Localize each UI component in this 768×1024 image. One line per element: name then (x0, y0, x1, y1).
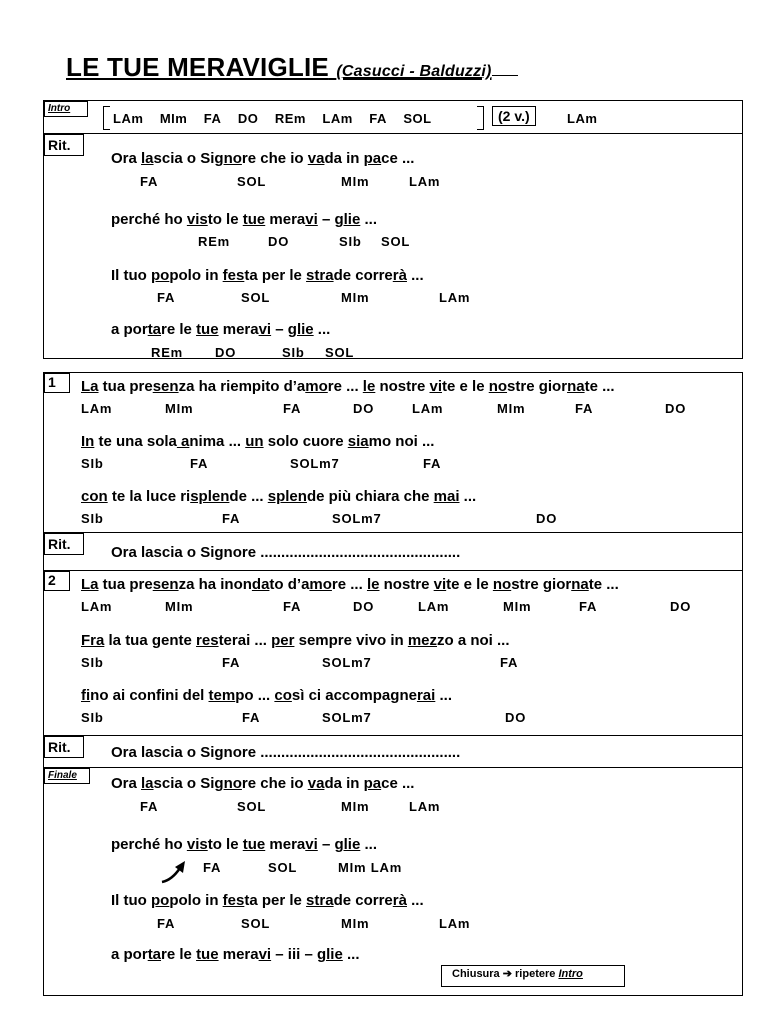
chord: FA (500, 655, 519, 670)
repeat-count-box (492, 106, 536, 126)
chord: MIm (165, 599, 194, 614)
chord: FA (579, 599, 598, 614)
chord: LAm (81, 599, 113, 614)
chord: SOLm7 (290, 456, 340, 471)
intro-chord: SOL (403, 111, 432, 126)
rit-repeat-2-text: Ora lascia o Signore ................................................ (111, 744, 461, 761)
verse1-number-tag (44, 373, 70, 393)
repeat-bracket-close (477, 106, 484, 130)
rit-repeat-1-tag-label: Rit. (48, 536, 71, 552)
chord: FA (203, 860, 222, 875)
rit-repeat-1-text: Ora lascia o Signore ................................................ (111, 544, 461, 561)
chord: LAm (81, 401, 113, 416)
lyric-line: perché ho visto le tue meravi – glie ... (111, 211, 377, 228)
lyric-line: La tua presenza ha riempito d’amore ... le nostre vite e le nostre giornate ... (81, 378, 615, 395)
arrow-right-icon: ➔ (502, 968, 512, 980)
chord: REm (198, 234, 231, 249)
chord: FA (222, 511, 241, 526)
chord: MIm (341, 916, 370, 931)
chord: DO (505, 710, 527, 725)
chord: SOL (381, 234, 411, 249)
chord-line (0, 174, 700, 190)
intro-chord: REm (274, 111, 306, 126)
intro-chord: DO (237, 111, 259, 126)
chord: LAm (412, 401, 444, 416)
chord: FA (423, 456, 442, 471)
chord: DO (215, 345, 237, 360)
chord: SOLm7 (332, 511, 382, 526)
chord-line (0, 655, 700, 671)
lyric-line: Fra la tua gente resterai ... per sempre vivo in mezzo a noi ... (81, 632, 510, 649)
chord: SOL (325, 345, 355, 360)
chord-line (0, 234, 700, 250)
chord-line (0, 511, 700, 527)
title-text: LE TUE MERAVIGLIE (66, 52, 329, 82)
chord: DO (353, 401, 375, 416)
chord-line (0, 290, 700, 306)
chord: DO (665, 401, 687, 416)
chord: DO (670, 599, 692, 614)
closing-text: ripetere (515, 968, 556, 980)
rit-repeat-2-tag (44, 736, 84, 758)
chord: MIm (341, 290, 370, 305)
ritornello-tag (44, 134, 84, 156)
chord: SOL (241, 290, 271, 305)
intro-tag (44, 101, 88, 117)
chord: MIm (341, 174, 370, 189)
lyric-line: Il tuo popolo in festa per le strade correrà ... (111, 267, 424, 284)
chord: REm (151, 345, 184, 360)
verse1-section (43, 372, 743, 533)
chord: MIm (503, 599, 532, 614)
chord: LAm (439, 290, 471, 305)
verse2-number: 2 (48, 572, 56, 588)
chord: FA (242, 710, 261, 725)
intro-chord: MIm (159, 111, 188, 126)
intro-chord: LAm (322, 111, 353, 126)
intro-chord: LAm (113, 111, 144, 126)
chord: FA (140, 174, 159, 189)
lyric-line: a portare le tue meravi – glie ... (111, 321, 331, 338)
chord: SIb (339, 234, 362, 249)
chord: SOL (237, 799, 267, 814)
intro-chord: FA (203, 111, 222, 126)
chord: SIb (81, 511, 104, 526)
lyric-line: a portare le tue meravi – iii – glie ... (111, 946, 360, 963)
chord-line (0, 345, 700, 361)
closing-instruction (441, 965, 625, 987)
lyric-line: Ora lascia o Signore che io vada in pace ... (111, 775, 415, 792)
chord: FA (157, 916, 176, 931)
song-authors: (Casucci - Balduzzi) (336, 63, 492, 80)
lyric-line: In te una sola anima ... un solo cuore siamo noi ... (81, 433, 435, 450)
chord: MIm (497, 401, 526, 416)
chord: SOL (268, 860, 298, 875)
repeat-count: (2 v.) (498, 108, 530, 124)
chord: MIm (341, 799, 370, 814)
chord-line (0, 860, 700, 876)
chord-line (0, 456, 700, 472)
rit-repeat-2-tag-label: Rit. (48, 739, 71, 755)
lyric-line: La tua presenza ha inondato d’amore ... le nostre vite e le nostre giornate ... (81, 576, 619, 593)
intro-after-chord: LAm (567, 111, 598, 126)
chord: FA (140, 799, 159, 814)
chord: SIb (81, 456, 104, 471)
chord: FA (575, 401, 594, 416)
chord: LAm (439, 916, 471, 931)
closing-target: Intro (558, 968, 583, 980)
closing-label: Chiusura (452, 968, 500, 980)
lyric-line: Ora lascia o Signore che io vada in pace ... (111, 150, 415, 167)
chord: SIb (81, 655, 104, 670)
chord: SIb (81, 710, 104, 725)
chord-line (0, 599, 700, 615)
finale-tag-label: Finale (48, 770, 77, 781)
chord: SOL (237, 174, 267, 189)
finale-tag (44, 768, 90, 784)
chord: SOLm7 (322, 710, 372, 725)
lyric-line: con te la luce risplende ... splende più chiara che mai ... (81, 488, 477, 505)
chord: FA (222, 655, 241, 670)
chord: LAm (409, 799, 441, 814)
title-underline (492, 74, 518, 76)
chord: DO (268, 234, 290, 249)
intro-chord: FA (369, 111, 387, 126)
chord: FA (190, 456, 209, 471)
verse1-number: 1 (48, 374, 56, 390)
intro-chords (113, 111, 432, 126)
chord: FA (283, 401, 302, 416)
chord: DO (353, 599, 375, 614)
chord: FA (157, 290, 176, 305)
chord-line (0, 710, 700, 726)
curved-arrow-icon (158, 858, 194, 886)
intro-tag-label: Intro (48, 103, 71, 114)
chord: MIm LAm (338, 860, 403, 875)
chord: SIb (282, 345, 305, 360)
song-title (66, 52, 518, 83)
chord-line (0, 916, 700, 932)
lyric-line: perché ho visto le tue meravi – glie ... (111, 836, 377, 853)
chord: DO (536, 511, 558, 526)
verse2-number-tag (44, 571, 70, 591)
lyric-line: fino ai confini del tempo ... così ci accompagnerai ... (81, 687, 452, 704)
chord-line (0, 799, 700, 815)
chord: LAm (418, 599, 450, 614)
chord: LAm (409, 174, 441, 189)
lyric-line: Il tuo popolo in festa per le strade correrà ... (111, 892, 424, 909)
chord: SOLm7 (322, 655, 372, 670)
ritornello-tag-label: Rit. (48, 137, 71, 153)
chord-line (0, 401, 700, 417)
chord: SOL (241, 916, 271, 931)
rit-repeat-1-tag (44, 533, 84, 555)
chord: FA (283, 599, 302, 614)
chord: MIm (165, 401, 194, 416)
repeat-bracket-open (103, 106, 110, 130)
